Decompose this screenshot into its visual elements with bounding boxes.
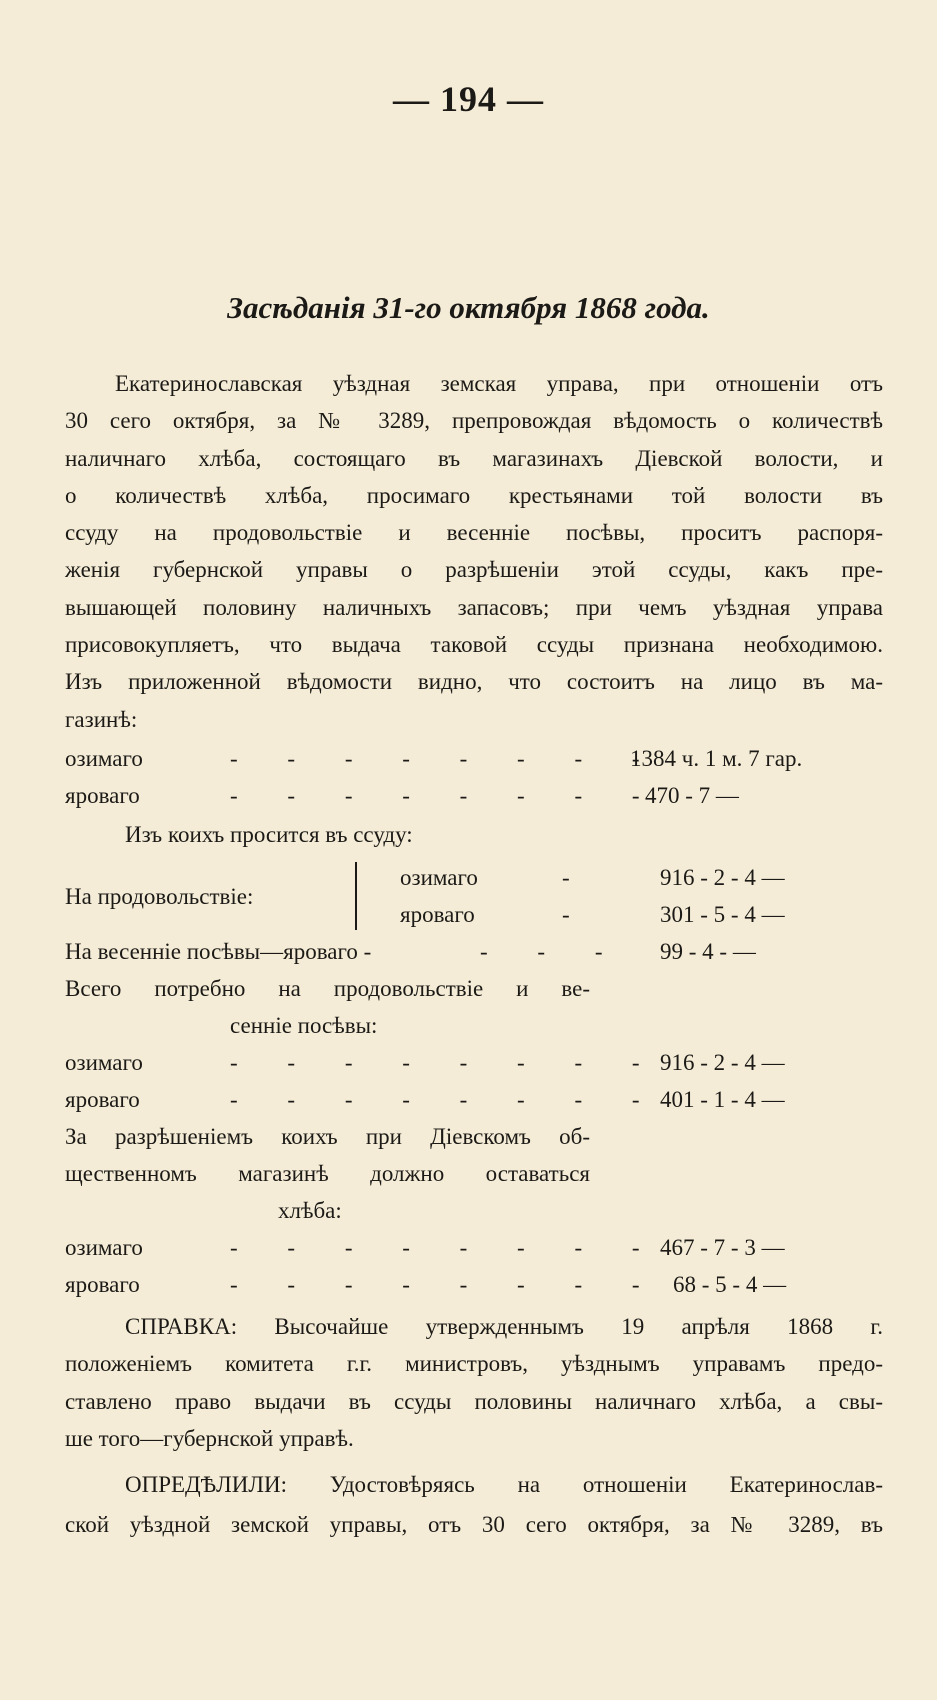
dash-leader: - bbox=[562, 902, 570, 927]
spravka-paragraph bbox=[65, 1308, 883, 1457]
row-value: 99 - 4 - — bbox=[660, 939, 756, 964]
opredelili-line: ской уѣздной земской управы, отъ 30 сего октября, за № 3289, въ bbox=[65, 1512, 883, 1537]
sowing-row bbox=[65, 933, 895, 970]
spravka-line: ставлено право выдачи въ ссуды половины наличнаго хлѣба, а свы- bbox=[65, 1388, 883, 1414]
food-spring-row bbox=[65, 896, 895, 933]
dash-leader: - - - bbox=[480, 939, 625, 964]
dash-leader: - - - - - - - - bbox=[230, 1050, 662, 1075]
row-value: 1384 ч. 1 м. 7 гар. bbox=[630, 746, 803, 771]
intro-line: Изъ приложенной вѣдомости видно, что состоитъ на лицо въ ма- bbox=[65, 669, 883, 695]
dash-leader: - - - - - - - - bbox=[230, 1272, 662, 1297]
row-label: яроваго bbox=[65, 783, 140, 808]
row-label: На продовольствіе: bbox=[65, 884, 254, 909]
row-label: На весенніе посѣвы—яроваго - bbox=[65, 939, 372, 964]
total-winter-row bbox=[65, 1044, 895, 1081]
row-label: озимаго bbox=[65, 746, 143, 771]
row-label: яроваго bbox=[65, 1272, 140, 1297]
row-label: яроваго bbox=[400, 902, 475, 927]
intro-line: Екатеринославская уѣздная земская управа, при отношеніи отъ bbox=[115, 371, 883, 396]
row-value: 467 - 7 - 3 — bbox=[660, 1235, 785, 1260]
intro-line: женія губернской управы о разрѣшеніи этой ссуды, какъ пре- bbox=[65, 557, 883, 583]
row-value: 301 - 5 - 4 — bbox=[660, 902, 785, 927]
intro-line: наличнаго хлѣба, состоящаго въ магазинахъ Діевской волости, и bbox=[65, 445, 883, 471]
row-label: яроваго bbox=[65, 1087, 140, 1112]
spravka-line: СПРАВКА: Высочайше утвержденнымъ 19 апрѣля 1868 г. bbox=[125, 1314, 883, 1339]
row-value: 401 - 1 - 4 — bbox=[660, 1087, 785, 1112]
dash-leader: - - - - - - - - bbox=[230, 783, 662, 808]
intro-line: газинѣ: bbox=[65, 706, 138, 732]
dash-leader: - - - - - - - - bbox=[230, 1235, 662, 1260]
page-number: — 194 — bbox=[393, 79, 544, 119]
intro-line: присовокупляетъ, что выдача таковой ссуды признана необходимою. bbox=[65, 632, 883, 658]
row-value: 916 - 2 - 4 — bbox=[660, 1050, 785, 1075]
dash-leader: - - - - - - - - bbox=[230, 746, 662, 771]
spravka-line: ше того—губернской управѣ. bbox=[65, 1425, 354, 1451]
intro-line: о количествѣ хлѣба, просимаго крестьянами той волости въ bbox=[65, 482, 883, 508]
spravka-line: положеніемъ комитета г.г. министровъ, уѣзднымъ управамъ предо- bbox=[65, 1351, 883, 1377]
intro-line: ссуду на продовольствіе и весенніе посѣвы, проситъ распоря- bbox=[65, 520, 883, 546]
row-value: 916 - 2 - 4 — bbox=[660, 865, 785, 890]
total-heading: Всего потребно на продовольствіе и ве- bbox=[65, 976, 590, 1001]
food-winter-row bbox=[65, 859, 895, 896]
total-heading-cont: сенніе посѣвы: bbox=[230, 1013, 378, 1038]
intro-line: 30 сего октября, за № 3289, препровождая вѣдомость о количествѣ bbox=[65, 408, 883, 434]
total-spring-row bbox=[65, 1081, 895, 1118]
opredelili-paragraph bbox=[65, 1465, 883, 1545]
requested-heading: Изъ коихъ просится въ ссуду: bbox=[125, 822, 413, 847]
remain-spring-row bbox=[65, 1266, 895, 1303]
row-label: озимаго bbox=[65, 1050, 143, 1075]
row-label: озимаго bbox=[65, 1235, 143, 1260]
session-heading: Засѣданія 31-го октября 1868 года. bbox=[227, 290, 710, 325]
row-value: 470 - 7 — bbox=[645, 783, 739, 808]
remain-heading-cont: щественномъ магазинѣ должно оставаться bbox=[65, 1161, 590, 1186]
opredelili-line: ОПРЕДѢЛИЛИ: Удостовѣряясь на отношеніи Екатеринослав- bbox=[125, 1472, 883, 1497]
stock-spring-row bbox=[65, 777, 895, 814]
dash-leader: - - - - - - - - bbox=[230, 1087, 662, 1112]
remain-heading: За разрѣшеніемъ коихъ при Діевскомъ об- bbox=[65, 1124, 590, 1149]
intro-line: вышающей половину наличныхъ запасовъ; при чемъ уѣздная управа bbox=[65, 594, 883, 620]
intro-paragraph bbox=[65, 365, 883, 738]
remain-heading-end: хлѣба: bbox=[278, 1198, 342, 1223]
dash-leader: - bbox=[562, 865, 570, 890]
stock-winter-row bbox=[65, 740, 895, 777]
remain-winter-row bbox=[65, 1229, 895, 1266]
row-value: 68 - 5 - 4 — bbox=[673, 1272, 787, 1297]
row-label: озимаго bbox=[400, 865, 478, 890]
